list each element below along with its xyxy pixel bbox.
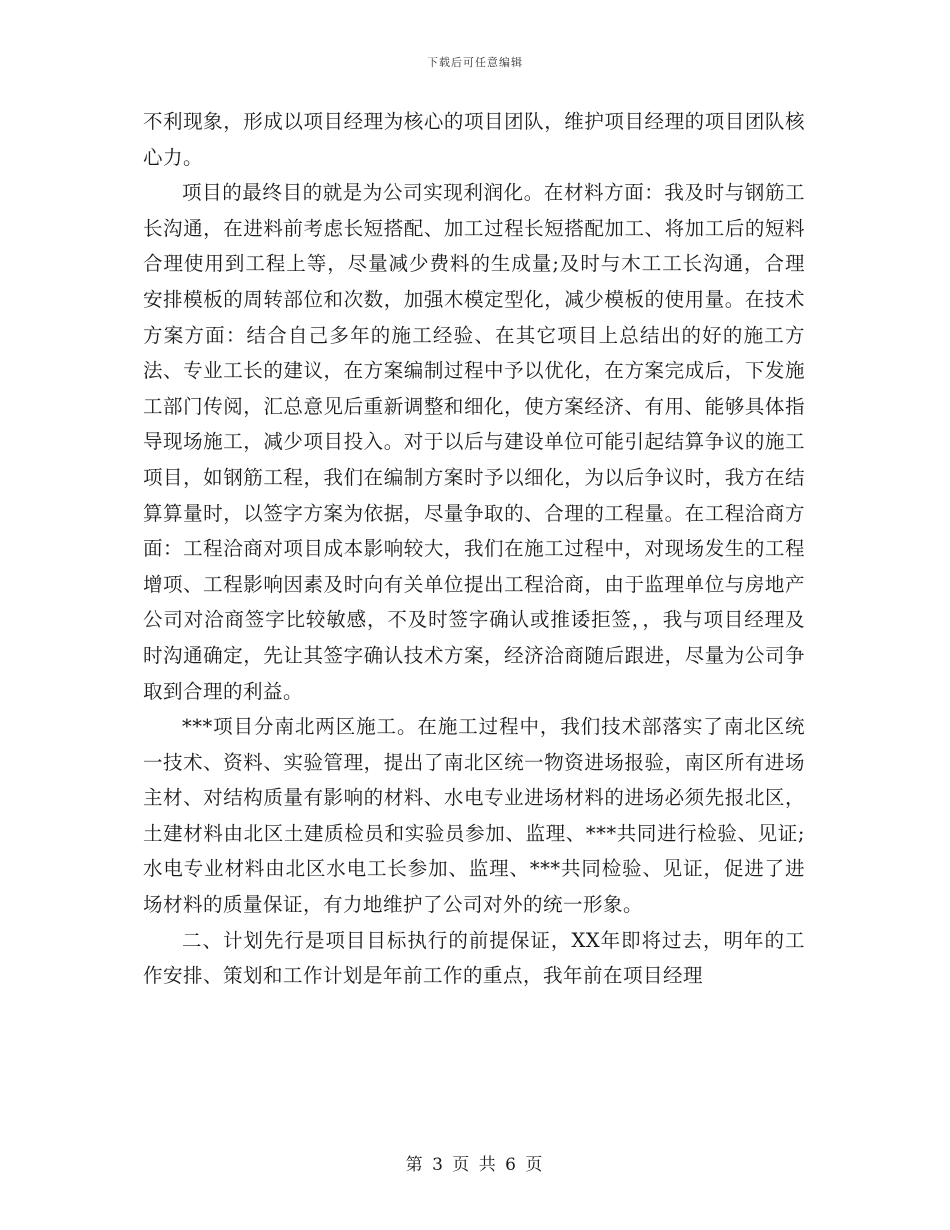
paragraph-4: 二、计划先行是项目目标执行的前提保证，XX年即将过去，明年的工作安排、策划和工作计划是年前工作的重点，我年前在项目经理 (143, 928, 805, 988)
page-header-note: 下载后可任意编辑 (427, 56, 523, 69)
paragraph-1: 不利现象，形成以项目经理为核心的项目团队，维护项目经理的项目团队核心力。 (143, 110, 805, 169)
paragraph-2: 项目的最终目的就是为公司实现利润化。在材料方面：我及时与钢筋工长沟通，在进料前考虑长短搭配、加工过程长短搭配加工、将加工后的短料合理使用到工程上等，尽量减少费料的生成量;及时与木工工长沟通，合理安排模板的周转部位和次数，加强木模定型化，减少模板的使用量。在技术方案方面：结合自己多年的施工经验、在其它项目上总结出的好的施工方法、专业工长的建议，在方案编制过程中予以优化，在方案完成后，下发施工部门传阅，汇总意见后重新调整和细化，使方案经济、有用、能够具体指导现场施工，减少项目投入。对于以后与建设单位可能引起结算争议的施工项目，如钢筋工程，我们在编制方案时予以细化，为以后争议时，我方在结算算量时，以签字方案为依据，尽量争取的、合理的工程量。在工程洽商方面：工程洽商对项目成本影响较大，我们在施工过程中，对现场发生的工程增项、工程影响因素及时向有关单位提出工程洽商，由于监理单位与房地产公司对洽商签字比较敏感，不及时签字确认或推诿拒签，，我与项目经理及时沟通确定，先让其签字确认技术方案，经济洽商随后跟进，尽量为公司争取到合理的利益。 (143, 181, 805, 703)
paragraph-3: ***项目分南北两区施工。在施工过程中，我们技术部落实了南北区统一技术、资料、实验管理，提出了南北区统一物资进场报验，南区所有进场主材、对结构质量有影响的材料、水电专业进场材料的进场必须先报北区，土建材料由北区土建质检员和实验员参加、监理、***共同进行检验、见证;水电专业材料由北区水电工长参加、监理、***共同检验、见证，促进了进场材料的质量保证，有力地维护了公司对外的统一形象。 (143, 715, 805, 917)
document-body (143, 104, 805, 994)
page-number: 第 3 页 共 6 页 (405, 1155, 545, 1175)
